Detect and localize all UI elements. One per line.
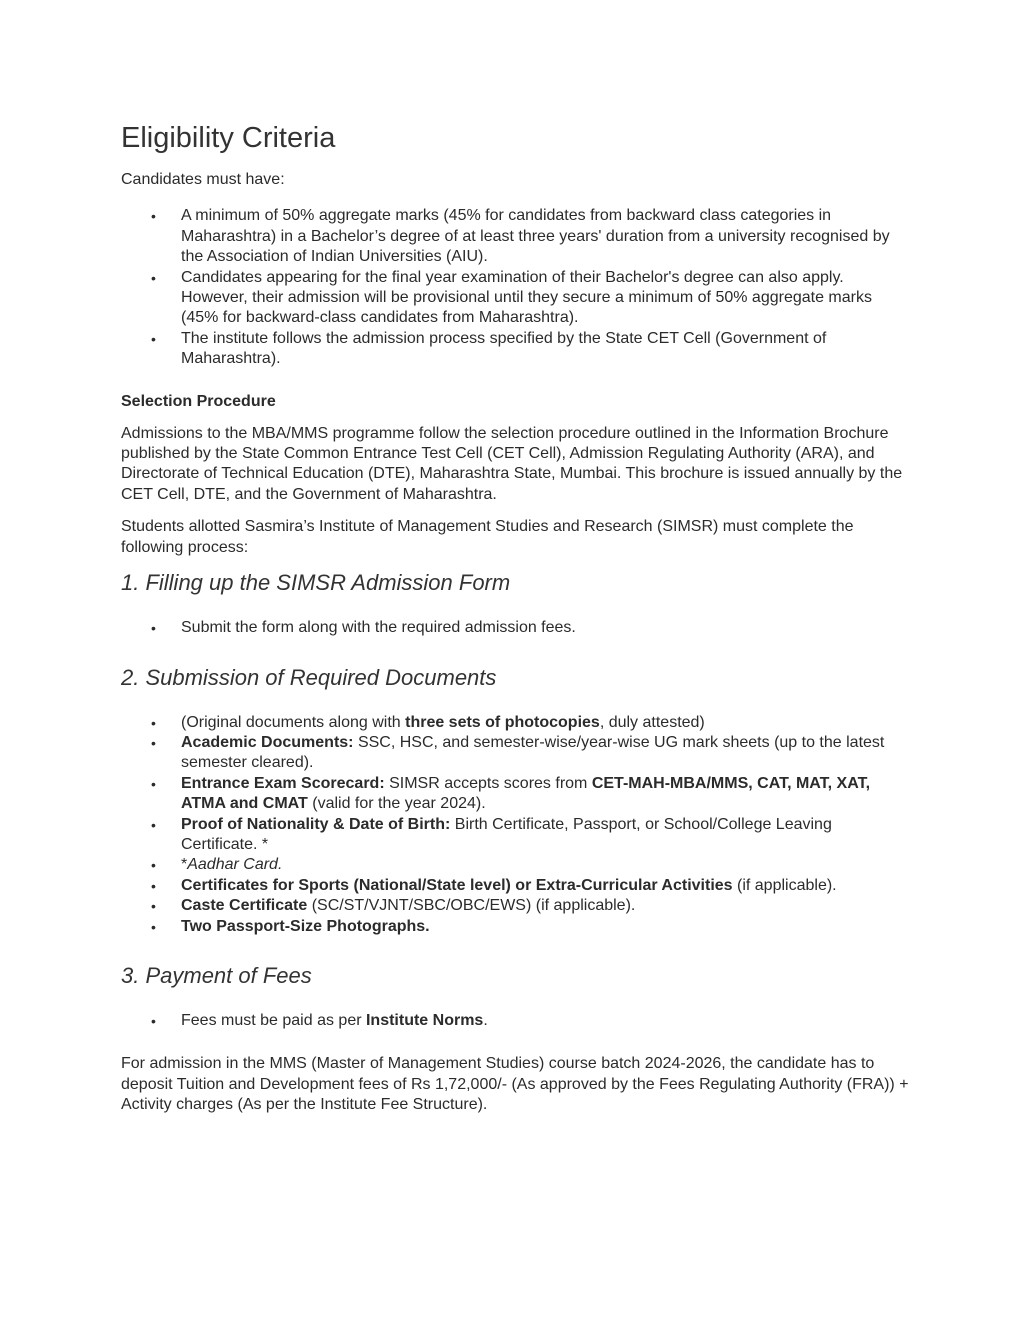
item-text: SSC, HSC, and semester-wise/year-wise UG mark sheets (up to the latest semester cleared). xyxy=(181,733,885,772)
list-item xyxy=(181,1011,911,1031)
item-text: Fees must be paid as per xyxy=(181,1011,366,1029)
list-item xyxy=(181,917,911,937)
item-text: SIMSR accepts scores from xyxy=(384,774,592,792)
item-bold: Academic Documents: xyxy=(181,733,354,751)
step2-heading: 2. Submission of Required Documents xyxy=(121,664,497,690)
item-text: Birth Certificate, Passport, or School/College Leaving Certificate. * xyxy=(181,815,832,853)
list-item xyxy=(181,815,911,856)
step1-list xyxy=(121,618,911,638)
item-text: (Original documents along with xyxy=(181,713,406,731)
list-item xyxy=(181,774,911,815)
item-bold: Institute Norms xyxy=(365,1011,484,1029)
fees-list xyxy=(121,1011,911,1031)
list-item xyxy=(181,713,911,733)
item-bold: Proof of Nationality & Date of Birth: xyxy=(181,815,451,833)
item-bold: Entrance Exam Scorecard: xyxy=(181,774,385,792)
process-paragraph: Students allotted Sasmira’s Institute of Management Studies and Research (SIMSR) must complete the following process: xyxy=(121,518,854,556)
item-italic: Aadhar Card. xyxy=(187,856,283,874)
item-bold: Certificates for Sports (National/State level) or Extra-Curricular Activities xyxy=(181,876,733,894)
list-item: • The institute follows the admission process specified by the State CET Cell (Government of Maharashtra). xyxy=(181,329,911,370)
list-item: • Submit the form along with the required admission fees. xyxy=(181,618,911,638)
item-bold: Caste Certificate xyxy=(181,897,308,915)
list-item: • Candidates appearing for the final year examination of their Bachelor's degree can also apply. However, their admission will be provisional until they secure a minimum of 50% aggregate marks (45% for backward-class candidates from Maharashtra). xyxy=(181,268,911,329)
item-text: . xyxy=(483,1011,488,1029)
item-text: (valid for the year 2024). xyxy=(307,795,486,813)
step1-heading: 1. Filling up the SIMSR Admission Form xyxy=(121,570,511,596)
document-page xyxy=(121,118,911,1116)
eligibility-list xyxy=(121,206,911,369)
selection-heading: Selection Procedure xyxy=(121,392,276,410)
list-item: • A minimum of 50% aggregate marks (45% for candidates from backward class categories in Maharashtra) in a Bachelor’s degree of at least three years' duration from a university recognised by the Association of Indian Universities (AIU). xyxy=(181,206,911,267)
item-bold: three sets of photocopies xyxy=(405,713,600,731)
page-title: Eligibility Criteria xyxy=(121,122,336,154)
intro-text: Candidates must have: xyxy=(121,171,285,188)
item-text: , duly attested) xyxy=(599,713,705,731)
item-text: * xyxy=(181,856,188,874)
step3-heading: 3. Payment of Fees xyxy=(121,962,312,988)
list-item xyxy=(181,733,911,774)
list-item xyxy=(181,896,911,916)
item-bold: CET-MAH-MBA/MMS, CAT, MAT, XAT, ATMA and CMAT xyxy=(181,774,871,813)
list-item xyxy=(181,876,911,896)
item-bold: Two Passport-Size Photographs. xyxy=(181,917,430,935)
item-text: (if applicable). xyxy=(732,876,837,894)
selection-paragraph: Admissions to the MBA/MMS programme follow the selection procedure outlined in the Information Brochure published by the State Common Entrance Test Cell (CET Cell), Admission Regulating Authority (ARA), and Directorate of Technical Education (DTE), Maharashtra State, Mumbai. This brochure is issued annually by the CET Cell, DTE, and the Government of Maharashtra. xyxy=(121,424,903,503)
documents-list xyxy=(121,713,911,937)
item-text: (SC/ST/VJNT/SBC/OBC/EWS) (if applicable). xyxy=(307,897,636,915)
closing-paragraph: For admission in the MMS (Master of Management Studies) course batch 2024-2026, the candidate has to deposit Tuition and Development fees of Rs 1,72,000/- (As approved by the Fees Regulating Authority (FRA)) + Activity charges (As per the Institute Fee Structure). xyxy=(121,1055,909,1114)
list-item xyxy=(181,855,911,875)
